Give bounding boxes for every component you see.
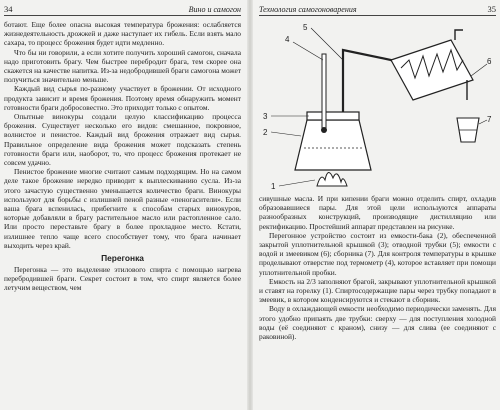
right-page-number: 35 xyxy=(487,4,496,14)
collector-vessel xyxy=(457,118,479,142)
left-page xyxy=(0,0,247,410)
tank-lid xyxy=(307,112,359,120)
distillation-apparatus-figure xyxy=(259,20,496,192)
left-paragraph-2: Что бы ни говорили, а если хотите получить хороший самогон, сначала надо приготовить брагу. Чем быстрее перебродит брага, тем скорее она скажется на качестве напитка. Из-за недобродившей браги самогона может получиться значительно меньше. xyxy=(4,47,241,85)
figure-label-6: 6 xyxy=(487,57,492,66)
left-paragraph-4: Опытные винокуры создали целую классификацию процесса брожения. Существует несколько его видов: смешанное, покровное, волнистое и пенистое. Каждый вид брожения отражает вид сырья. Правильное определение вида брожения может подсказать степень готовности браги или, наоборот, то, что процесс брожения протекает не совсем удачно. xyxy=(4,112,241,168)
left-paragraph-3: Каждый вид сырья по-разному участвует в брожении. От исходного продукта зависит и время брожения. Поэтому время обнаружить момент готовности браги добросовестно. Это приходит только с опытом. xyxy=(4,84,241,112)
cooling-tank xyxy=(391,30,473,100)
left-paragraph-1: ботают. Еще более опасна высокая температура брожения: ослабляется жизнедеятельность дрожжей и даже наступает их гибель. Если взять мало сахара, то процесс брожения будет идти медленно. xyxy=(4,20,241,48)
right-paragraph-1: сивушные масла. И при кипении браги можно отделить спирт, охладив образовавшиеся пары. Для этой цели используются аппараты разнообразных конструкций, производящие дистилляцию или ректификацию. Простейший аппарат представлен на рисунке. xyxy=(259,194,496,231)
left-paragraph-5: Пенистое брожение многие считают самым подходящим. Но на самом деле такое брожение нередко приводит к выплескиванию сусла. Из-за этого зачастую существенно уменьшается количество браги. Винокуры используют для борьбы с излишней пеной разные «пеногасители». Если ваша брага вспенилась, прибегните к способам старых винокуров, которые добавляли в брагу растительное масло или растопленное сало. Или просто переставьте брагу в более прохладное место. Кстати, излишнее тепло чаще всего способствует тому, что брага начинает выходить через край. xyxy=(4,167,241,250)
left-running-head xyxy=(4,4,241,16)
figure-label-3: 3 xyxy=(263,112,268,121)
left-section-paragraph-1: Перегонка — это выделение этилового спирта с помощью нагрева перебродившей браги. Секрет состоит в том, что спирт является более летучим веществом, чем xyxy=(4,265,241,293)
figure-label-4: 4 xyxy=(285,35,290,44)
thermometer xyxy=(321,54,327,133)
right-running-head xyxy=(259,4,496,16)
boiling-tank xyxy=(295,112,371,170)
distillation-apparatus-drawing xyxy=(259,20,496,192)
figure-label-5: 5 xyxy=(303,23,308,32)
figure-label-2: 2 xyxy=(263,128,268,137)
section-heading: Перегонка xyxy=(101,253,144,264)
right-paragraph-3: Емкость на 2/3 заполняют брагой, закрывают уплотнительной крышкой и ставят на горелку (1). Спиртосодержащие пары через трубку попадают в змеевик, в котором конденсируются и стекают в сборник. xyxy=(259,276,496,305)
left-running-title: Вино и самогон xyxy=(188,5,241,14)
right-paragraph-2: Перегонное устройство состоит из емкости-бака (2), обеспеченной закрытой уплотнительной крышкой (3); отводной трубки (5); емкости с водой и змеевиком (6); сборника (7). Для контроля температуры в крышке проделывают отверстие под термометр (4), которое вставляет при помощи уплотнительной пробки. xyxy=(259,230,496,277)
burner-flame xyxy=(317,172,347,186)
right-paragraph-4: Воду в охлаждающей емкости необходимо периодически заменять. Для этого удобно припаять две трубки: сверху — для поступления холодной воды (её соединяют с краном), снизу — для слива (ее соединяют с раковиной). xyxy=(259,304,496,342)
right-page xyxy=(253,0,500,410)
figure-label-1: 1 xyxy=(271,182,276,191)
left-page-number: 34 xyxy=(4,4,13,14)
right-running-title: Технология самогоноварения xyxy=(259,5,357,14)
figure-label-7: 7 xyxy=(487,115,492,124)
